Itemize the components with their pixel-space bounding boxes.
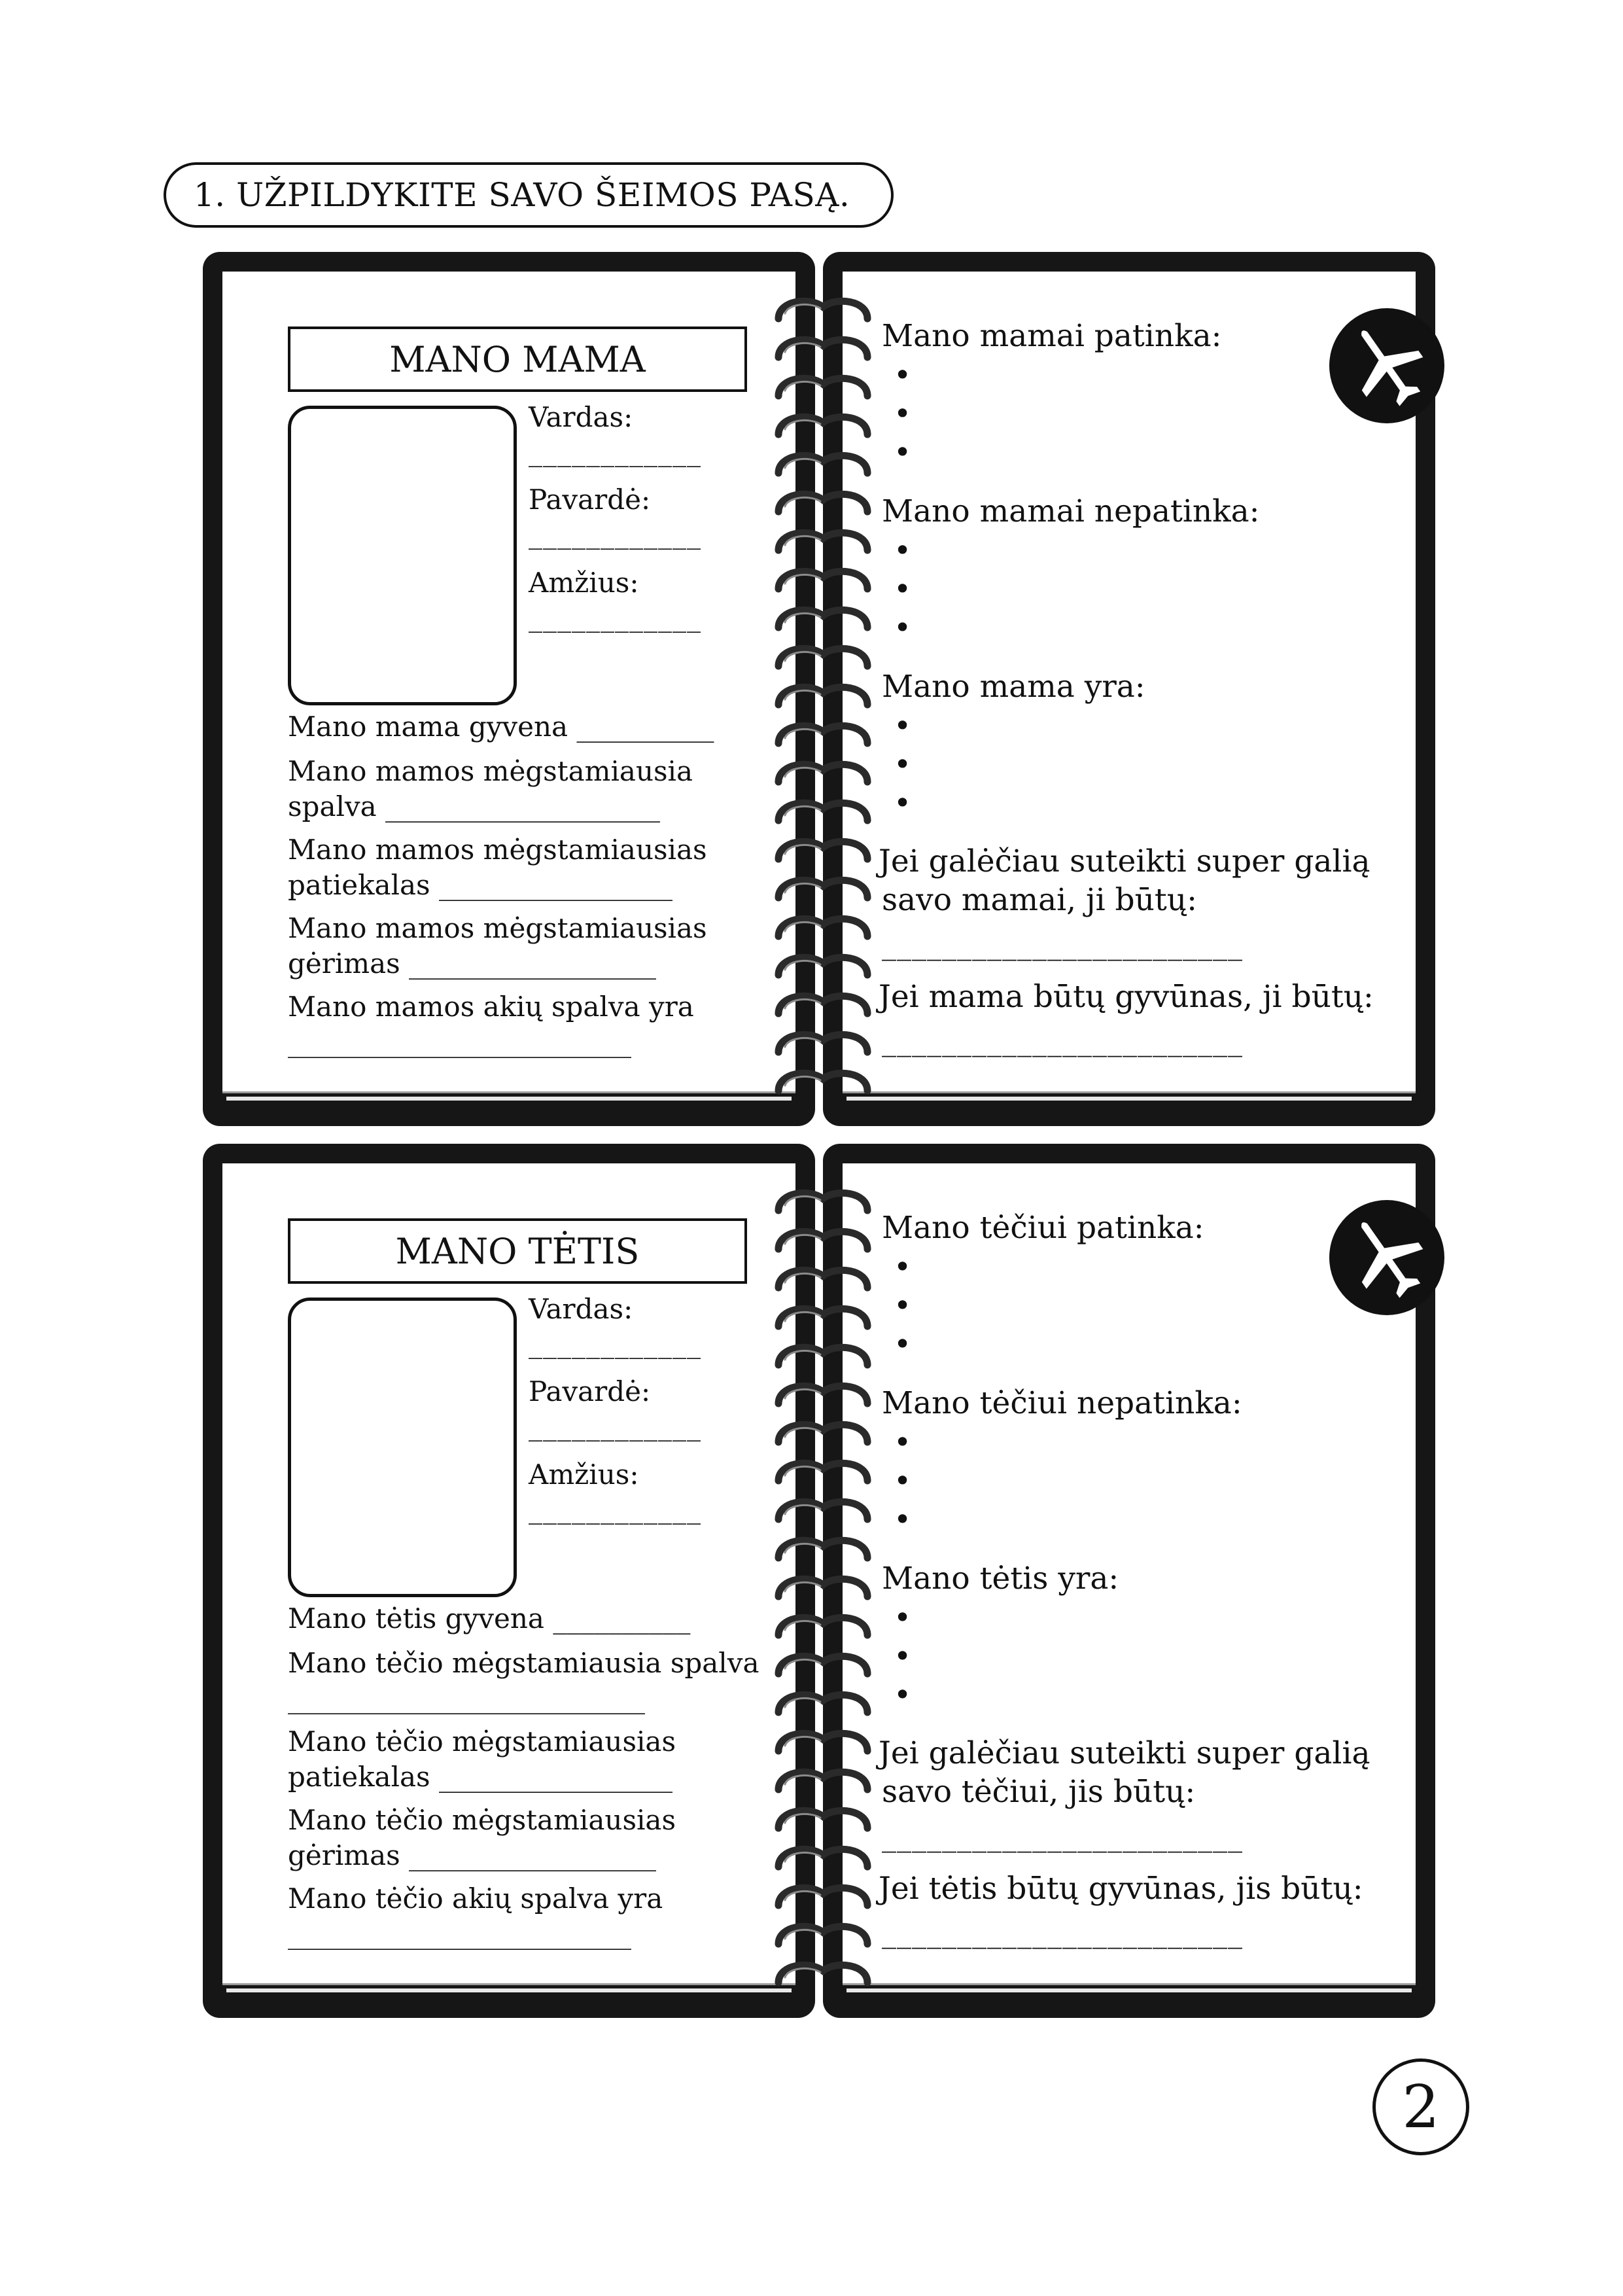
tetis-pavarde-blank[interactable]: ____________	[529, 1409, 701, 1441]
spiral-ring	[778, 1034, 867, 1052]
tetis-nepatinka-label: Mano tėčiui nepatinka:	[882, 1385, 1242, 1421]
tetis-gyvunas-label: Jei tėtis būtų gyvūnas, jis būtų:	[879, 1871, 1363, 1907]
mama-vardas-label: Vardas:	[529, 401, 633, 433]
tetis-passport	[203, 1144, 1435, 2018]
mama-yra-bullet-3[interactable]: •	[894, 785, 912, 821]
spiral-ring	[778, 1888, 867, 1905]
tetis-akys-line-1: Mano tėčio akių spalva yra	[288, 1882, 663, 1915]
tetis-patinka-bullet-1[interactable]: •	[894, 1249, 912, 1284]
spiral-ring	[778, 1073, 867, 1091]
mama-nepatinka-label: Mano mamai nepatinka:	[882, 493, 1260, 529]
mama-nepatinka-bullet-2[interactable]: •	[894, 571, 912, 607]
tetis-galia-line-1: Jei galėčiau suteikti super galią	[879, 1735, 1370, 1771]
mama-patinka-bullet-3[interactable]: •	[894, 434, 912, 470]
tetis-yra-label: Mano tėtis yra:	[882, 1561, 1119, 1597]
spiral-ring	[778, 494, 867, 512]
spiral-ring	[778, 841, 867, 859]
tetis-left-page	[203, 1144, 815, 2018]
mama-pavarde-label: Pavardė:	[529, 484, 651, 516]
tetis-yra-bullet-3[interactable]: •	[894, 1677, 912, 1712]
tetis-vardas-label: Vardas:	[529, 1293, 633, 1325]
spiral-ring	[778, 1540, 867, 1558]
tetis-yra-bullet-2[interactable]: •	[894, 1638, 912, 1674]
tetis-nepatinka-bullet-2[interactable]: •	[894, 1463, 912, 1498]
spiral-ring	[778, 1965, 867, 1983]
tetis-spalva-line-1: Mano tėčio mėgstamiausia spalva	[288, 1647, 759, 1679]
spiral-binding	[771, 291, 875, 1096]
spiral-ring	[778, 533, 867, 550]
mama-pavarde-blank[interactable]: ____________	[529, 518, 701, 550]
airplane-icon	[1329, 1200, 1444, 1315]
spiral-ring	[778, 1309, 867, 1326]
mama-yra-bullet-1[interactable]: •	[894, 708, 912, 743]
spiral-ring	[778, 610, 867, 627]
mama-vardas-blank[interactable]: ____________	[529, 435, 701, 467]
tetis-nepatinka-bullet-3[interactable]: •	[894, 1502, 912, 1537]
spiral-ring	[778, 1849, 867, 1867]
mama-gerimas-line-2[interactable]: gėrimas __________________	[288, 947, 657, 980]
spiral-ring	[778, 687, 867, 705]
spiral-ring	[778, 1772, 867, 1790]
mama-left-page	[203, 252, 815, 1126]
airplane-icon	[1329, 308, 1444, 423]
mama-gyvunas-blank[interactable]: ________________________	[882, 1024, 1243, 1057]
spiral-ring	[778, 455, 867, 473]
spiral-ring	[778, 1502, 867, 1519]
spiral-ring	[778, 301, 867, 319]
spiral-ring	[778, 803, 867, 821]
spiral-ring	[778, 880, 867, 898]
mama-patinka-bullet-1[interactable]: •	[894, 357, 912, 393]
spiral-ring	[778, 571, 867, 589]
spiral-ring	[778, 417, 867, 434]
spiral-ring	[778, 1463, 867, 1481]
tetis-pavarde-label: Pavardė:	[529, 1375, 651, 1407]
spiral-ring	[778, 378, 867, 396]
spiral-ring	[778, 1386, 867, 1404]
mama-right-page	[823, 252, 1435, 1126]
mama-galia-line-1: Jei galėčiau suteikti super galią	[879, 843, 1370, 879]
spiral-ring	[778, 1810, 867, 1828]
tetis-right-page	[823, 1144, 1435, 2018]
mama-spalva-line-1: Mano mamos mėgstamiausia	[288, 755, 693, 787]
mama-spalva-line-2[interactable]: spalva ____________________	[288, 790, 661, 822]
tetis-amzius-label: Amžius:	[529, 1458, 639, 1491]
spiral-ring	[778, 1424, 867, 1442]
mama-amzius-blank[interactable]: ____________	[529, 601, 701, 633]
worksheet-heading: 1. UŽPILDYKITE SAVO ŠEIMOS PASĄ.	[164, 162, 894, 228]
spiral-ring	[778, 1926, 867, 1944]
tetis-gyvunas-blank[interactable]: ________________________	[882, 1916, 1243, 1949]
tetis-photo-box[interactable]	[288, 1298, 517, 1597]
tetis-spalva-line-2[interactable]: __________________________	[288, 1682, 645, 1714]
mama-passport	[203, 252, 1435, 1126]
tetis-amzius-blank[interactable]: ____________	[529, 1492, 701, 1525]
tetis-patiekalas-line-2[interactable]: patiekalas _________________	[288, 1761, 672, 1793]
tetis-patinka-bullet-2[interactable]: •	[894, 1288, 912, 1323]
mama-nepatinka-bullet-1[interactable]: •	[894, 533, 912, 568]
mama-akys-line-2[interactable]: _________________________	[288, 1026, 631, 1058]
spiral-ring	[778, 919, 867, 936]
mama-photo-box[interactable]	[288, 406, 517, 705]
spiral-ring	[778, 726, 867, 743]
mama-title: MANO MAMA	[288, 327, 747, 392]
spiral-ring	[778, 1695, 867, 1712]
spiral-ring	[778, 1270, 867, 1288]
mama-yra-bullet-2[interactable]: •	[894, 747, 912, 782]
spiral-ring	[778, 1193, 867, 1210]
mama-nepatinka-bullet-3[interactable]: •	[894, 610, 912, 645]
tetis-patinka-bullet-3[interactable]: •	[894, 1326, 912, 1362]
tetis-vardas-blank[interactable]: ____________	[529, 1327, 701, 1359]
mama-galia-line-2: savo mamai, ji būtų:	[882, 882, 1197, 918]
spiral-binding	[771, 1183, 875, 1988]
tetis-akys-line-2[interactable]: _________________________	[288, 1918, 631, 1950]
tetis-patiekalas-line-1: Mano tėčio mėgstamiausias	[288, 1725, 676, 1757]
tetis-galia-blank[interactable]: ________________________	[882, 1820, 1243, 1853]
mama-patinka-label: Mano mamai patinka:	[882, 318, 1222, 354]
spiral-ring	[778, 957, 867, 975]
spiral-ring	[778, 1733, 867, 1751]
spiral-ring	[778, 1347, 867, 1365]
tetis-gerimas-line-2[interactable]: gėrimas __________________	[288, 1839, 657, 1871]
spiral-ring	[778, 1617, 867, 1635]
mama-gyvena-line[interactable]: Mano mama gyvena __________	[288, 711, 714, 743]
spiral-ring	[778, 996, 867, 1014]
mama-amzius-label: Amžius:	[529, 567, 639, 599]
spiral-ring	[778, 1579, 867, 1597]
spiral-ring	[778, 340, 867, 357]
mama-patiekalas-line-1: Mano mamos mėgstamiausias	[288, 834, 707, 866]
mama-galia-blank[interactable]: ________________________	[882, 928, 1243, 961]
mama-patiekalas-line-2[interactable]: patiekalas _________________	[288, 869, 672, 901]
tetis-nepatinka-bullet-1[interactable]: •	[894, 1424, 912, 1460]
mama-gerimas-line-1: Mano mamos mėgstamiausias	[288, 912, 707, 944]
mama-akys-line-1: Mano mamos akių spalva yra	[288, 991, 694, 1023]
tetis-gyvena-line[interactable]: Mano tėtis gyvena __________	[288, 1602, 691, 1634]
spiral-ring	[778, 1656, 867, 1674]
mama-yra-label: Mano mama yra:	[882, 669, 1145, 705]
mama-patinka-bullet-2[interactable]: •	[894, 396, 912, 431]
page-number: 2	[1372, 2058, 1469, 2155]
tetis-title: MANO TĖTIS	[288, 1218, 747, 1284]
tetis-gerimas-line-1: Mano tėčio mėgstamiausias	[288, 1804, 676, 1836]
mama-gyvunas-label: Jei mama būtų gyvūnas, ji būtų:	[879, 979, 1374, 1015]
tetis-patinka-label: Mano tėčiui patinka:	[882, 1210, 1204, 1246]
tetis-galia-line-2: savo tėčiui, jis būtų:	[882, 1774, 1196, 1810]
spiral-ring	[778, 1231, 867, 1249]
tetis-yra-bullet-1[interactable]: •	[894, 1600, 912, 1635]
spiral-ring	[778, 764, 867, 782]
spiral-ring	[778, 648, 867, 666]
